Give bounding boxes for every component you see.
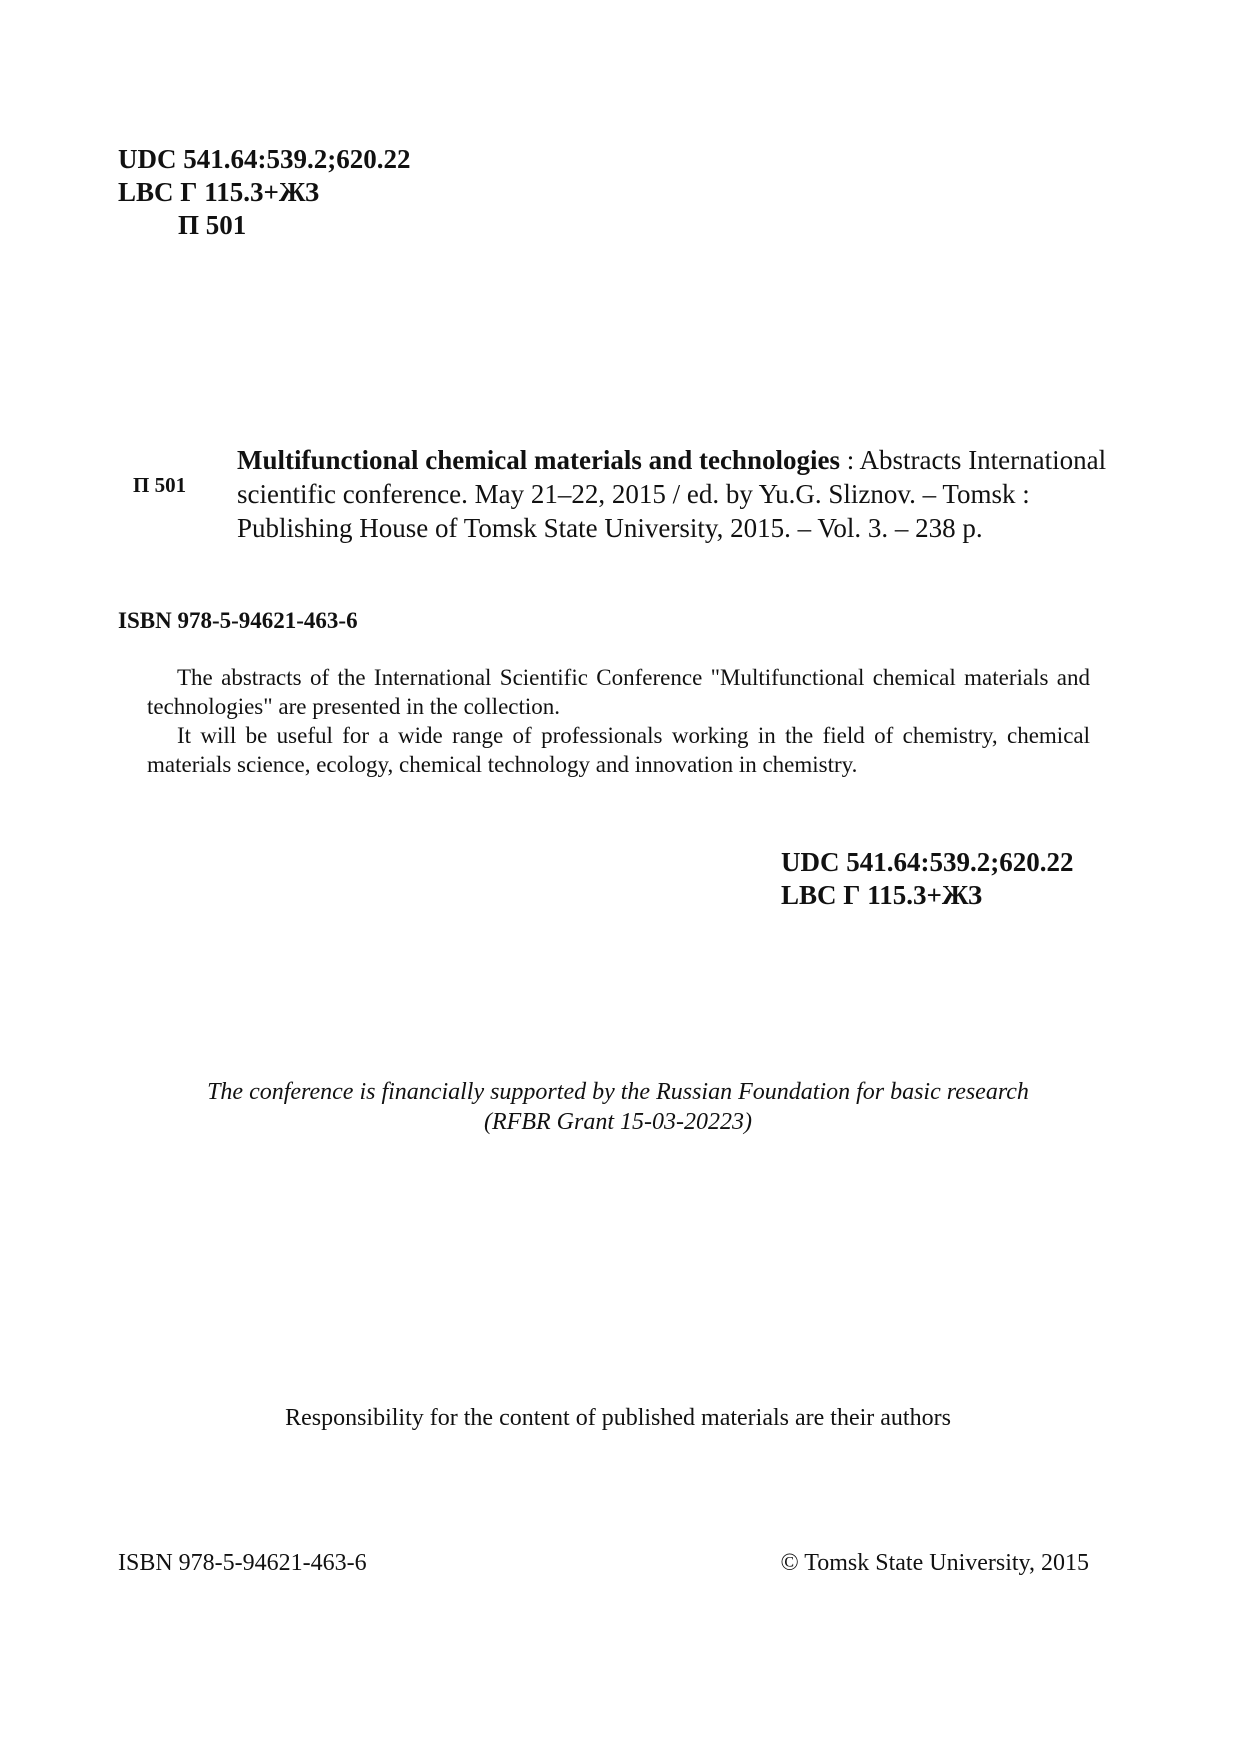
classification-lbc: LBC Г 115.3+ЖЗ [781,880,983,910]
funding-note [118,1077,1118,1137]
bibliographic-record [237,443,1117,545]
annotation-paragraph-2: It will be useful for a wide range of professionals working in the field of chemistry, chemical materials science, ecology, chemical technology and innovation in chemistry. [147,723,1090,777]
bibliographic-code: П 501 [133,473,187,497]
funding-note-line-2: (RFBR Grant 15-03-20223) [484,1109,752,1135]
header-udc: UDC 541.64:539.2;620.22 [118,144,411,174]
header-code: П 501 [178,210,247,240]
footer-isbn: ISBN 978-5-94621-463-6 [118,1550,367,1576]
annotation-paragraph-1: The abstracts of the International Scientific Conference "Multifunctional chemical materials and technologies" are presented in the collection. [147,665,1090,719]
classification-block [781,846,1073,912]
footer-copyright: © Tomsk State University, 2015 [780,1550,1089,1576]
annotation [147,663,1090,779]
bibliographic-title: Multifunctional chemical materials and technologies [237,445,840,475]
classification-udc: UDC 541.64:539.2;620.22 [781,847,1074,877]
isbn-bold: ISBN 978-5-94621-463-6 [118,608,358,633]
funding-note-line-1: The conference is financially supported by the Russian Foundation for basic research [207,1079,1029,1105]
header-classification [118,143,410,242]
bibliographic-details: : Abstracts International scientific conference. May 21–22, 2015 / ed. by Yu.G. Sliznov. – Tomsk : Publishing House of Tomsk State University, 2015. – Vol. 3. – 238 p. [237,445,1107,543]
header-lbc: LBC Г 115.3+ЖЗ [118,177,320,207]
responsibility-statement: Responsibility for the content of published materials are their authors [285,1405,951,1431]
